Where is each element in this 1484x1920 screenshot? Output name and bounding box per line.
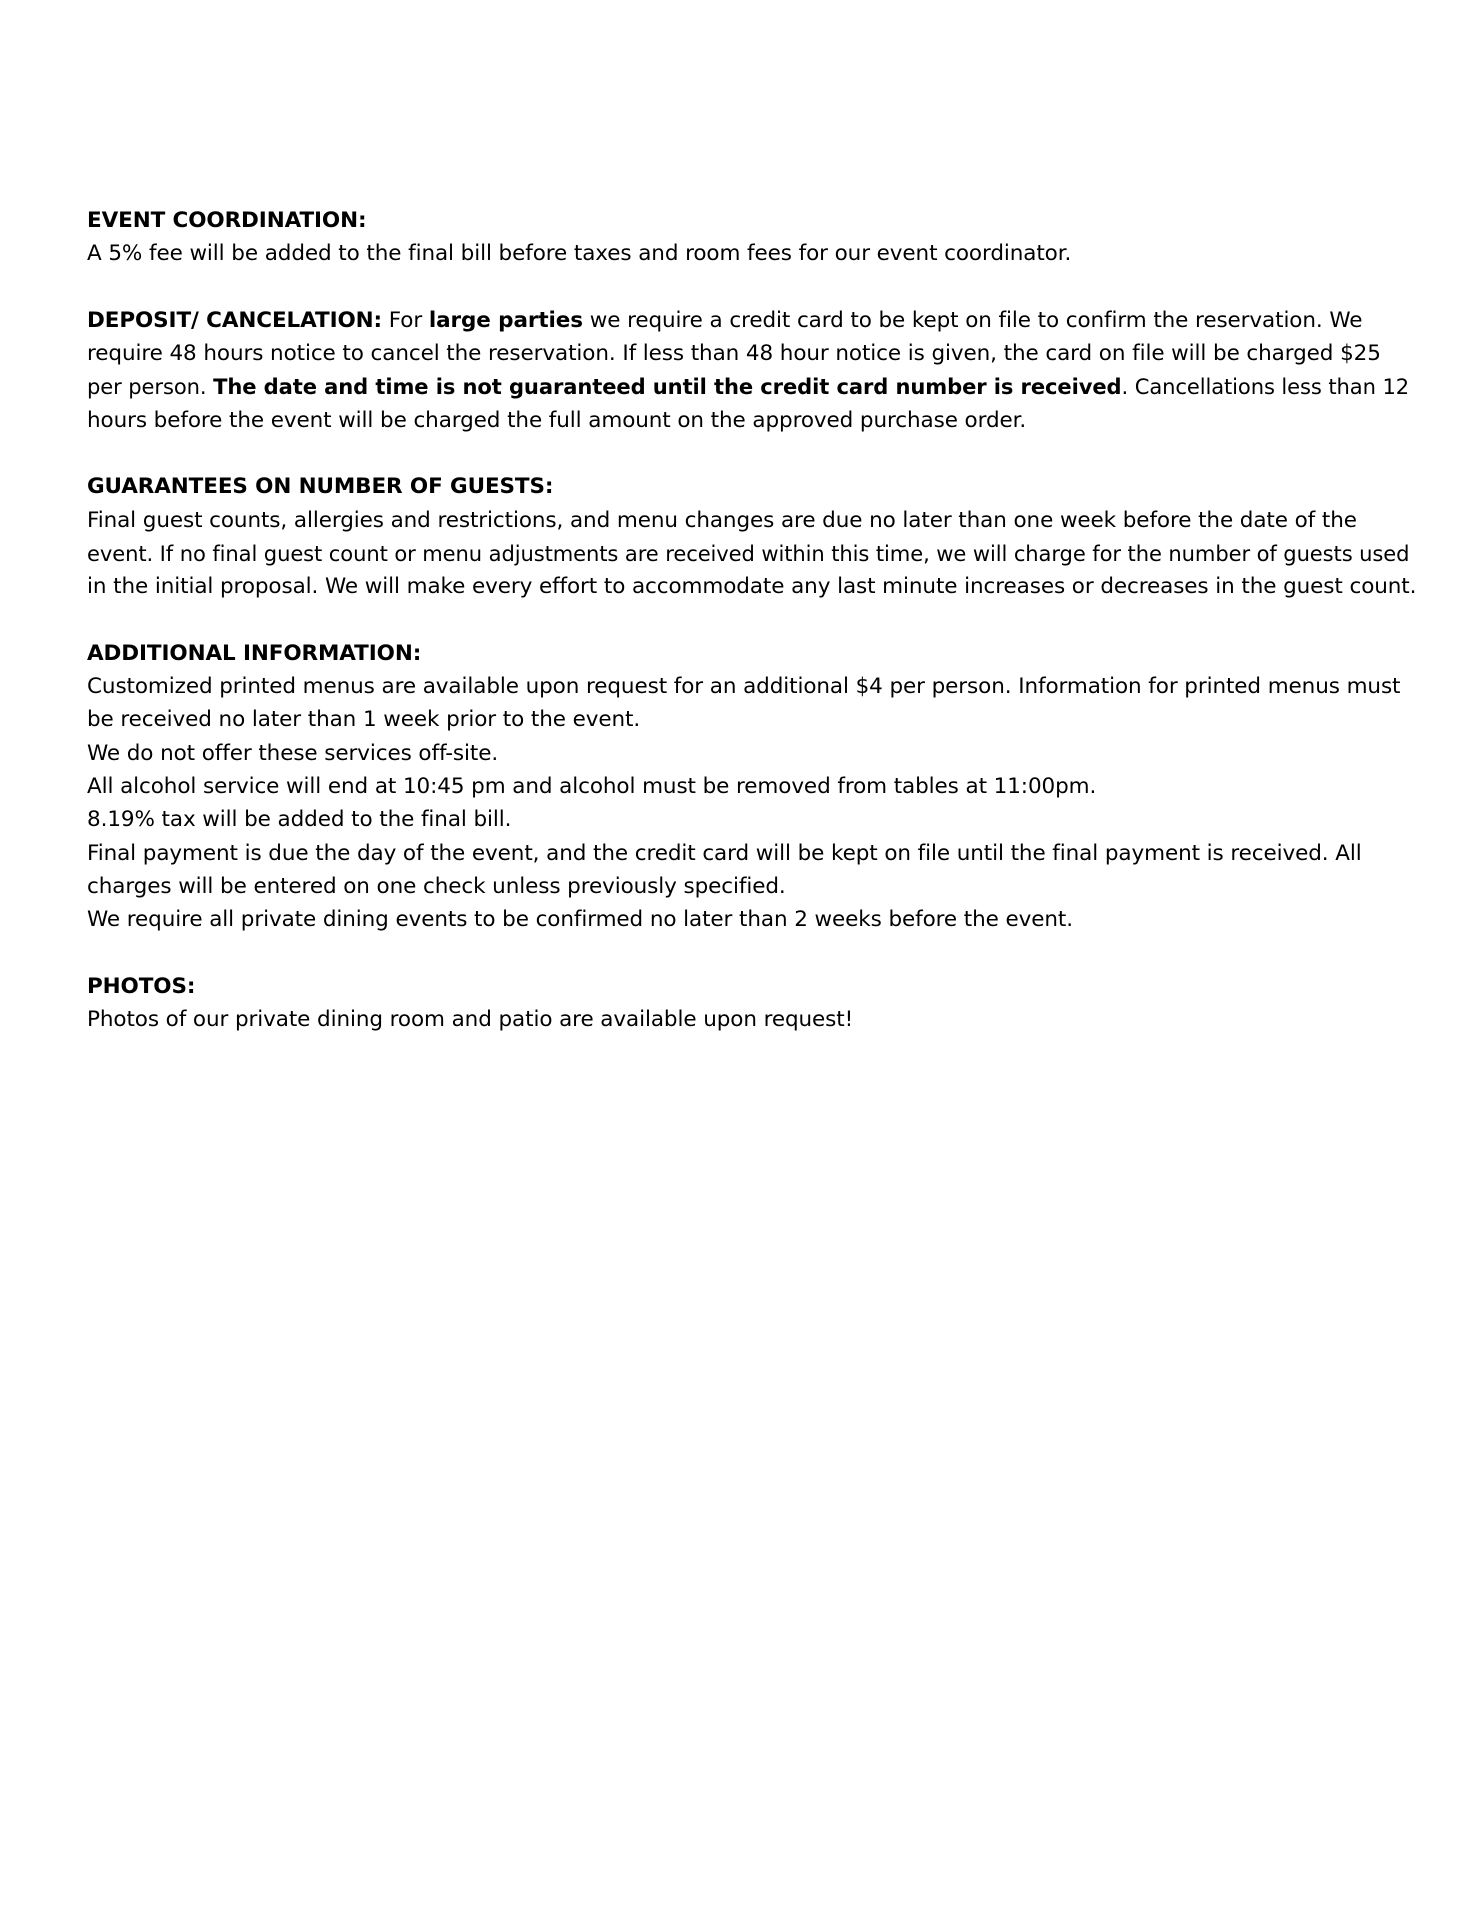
photos-heading: PHOTOS:: [87, 973, 196, 999]
photos-section: [87, 970, 1417, 1037]
guarantees-heading: GUARANTEES ON NUMBER OF GUESTS:: [87, 474, 554, 500]
additional-information-section: [87, 637, 1417, 937]
deposit-text-1c: we require a credit card to be kept on file to confirm the reservation. We: [582, 307, 1363, 333]
policy-document: [87, 204, 1417, 1070]
guarantees-section: [87, 470, 1417, 603]
additional-line-5: 8.19% tax will be added to the final bill.: [87, 807, 512, 833]
event-coordination-heading: EVENT COORDINATION:: [87, 208, 367, 233]
guarantees-line-1: Final guest counts, allergies and restrictions, and menu changes are due no later than one week before the date of the: [87, 507, 1357, 533]
additional-line-4: All alcohol service will end at 10:45 pm and alcohol must be removed from tables at 11:00pm.: [87, 774, 1097, 800]
additional-line-7: charges will be entered on one check unless previously specified.: [87, 873, 786, 899]
deposit-text-3a: per person.: [87, 374, 214, 400]
deposit-heading: DEPOSIT/ CANCELATION:: [87, 307, 383, 333]
additional-heading: ADDITIONAL INFORMATION:: [87, 640, 422, 666]
event-coordination-text: A 5% fee will be added to the final bill before taxes and room fees for our event coordinator.: [87, 241, 1072, 267]
deposit-cancelation-section: [87, 304, 1417, 437]
guarantees-line-2: event. If no final guest count or menu adjustments are received within this time, we will charge for the number of guests used: [87, 540, 1410, 566]
deposit-line-4: hours before the event will be charged the full amount on the approved purchase order.: [87, 407, 1027, 433]
additional-line-2: be received no later than 1 week prior to the event.: [87, 707, 641, 733]
additional-line-1: Customized printed menus are available upon request for an additional $4 per person. Information for printed menus must: [87, 674, 1401, 700]
deposit-line-3: [87, 370, 1417, 403]
deposit-line-1: [87, 304, 1417, 337]
additional-line-8: We require all private dining events to be confirmed no later than 2 weeks before the event.: [87, 907, 1073, 933]
additional-line-6: Final payment is due the day of the event, and the credit card will be kept on file until the final payment is received. All: [87, 840, 1362, 866]
deposit-line-2: require 48 hours notice to cancel the reservation. If less than 48 hour notice is given, the card on file will be charged $25: [87, 341, 1381, 367]
additional-line-3: We do not offer these services off-site.: [87, 740, 499, 766]
large-parties-emphasis: large parties: [428, 307, 583, 333]
deposit-text-3c: . Cancellations less than 12: [1121, 374, 1410, 400]
guarantee-emphasis: The date and time is not guaranteed until the credit card number is received: [213, 374, 1122, 400]
event-coordination-section: [87, 204, 1417, 271]
photos-text: Photos of our private dining room and patio are available upon request!: [87, 1007, 854, 1033]
deposit-text-1a: For: [382, 307, 429, 333]
guarantees-line-3: in the initial proposal. We will make every effort to accommodate any last minute increases or decreases in the guest count.: [87, 574, 1417, 600]
